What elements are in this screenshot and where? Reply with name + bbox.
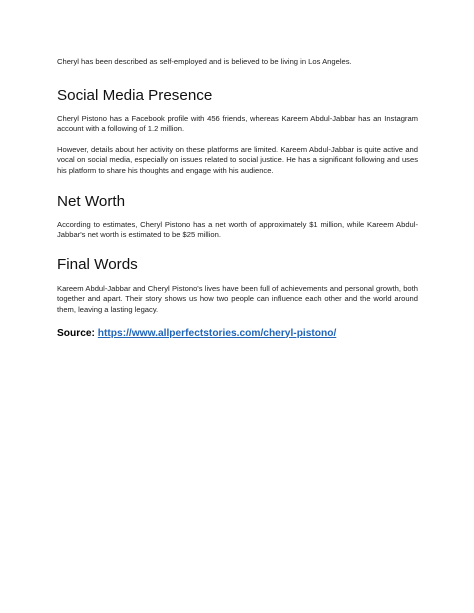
final-words-heading: Final Words xyxy=(57,255,138,273)
source-line xyxy=(57,327,418,340)
social-media-paragraph-2: However, details about her activity on these platforms are limited. Kareem Abdul-Jabbar is quite active and vocal on social media, especially on issues related to social justice. He has a significant following and uses his platform to share his thoughts and engage with his audience. xyxy=(57,144,418,175)
final-words-paragraph: Kareem Abdul-Jabbar and Cheryl Pistono's lives have been full of achievements and personal growth, both together and apart. Their story shows us how two people can influence each other and the world around them, leaving a lasting legacy. xyxy=(57,283,418,314)
social-media-heading: Social Media Presence xyxy=(57,86,213,104)
source-link[interactable]: https://www.allperfectstories.com/cheryl-pistono/ xyxy=(97,327,337,339)
source-separator: : xyxy=(91,327,95,339)
social-media-paragraph-1: Cheryl Pistono has a Facebook profile with 456 friends, whereas Kareem Abdul-Jabbar has an Instagram account with a following of 1.2 million. xyxy=(57,113,418,134)
net-worth-paragraph: According to estimates, Cheryl Pistono has a net worth of approximately $1 million, while Kareem Abdul-Jabbar's net worth is estimated to be $25 million. xyxy=(57,219,418,240)
intro-paragraph: Cheryl has been described as self-employed and is believed to be living in Los Angeles. xyxy=(57,57,352,66)
net-worth-heading: Net Worth xyxy=(57,192,126,210)
document-page xyxy=(57,52,418,340)
source-label: Source xyxy=(57,327,92,339)
